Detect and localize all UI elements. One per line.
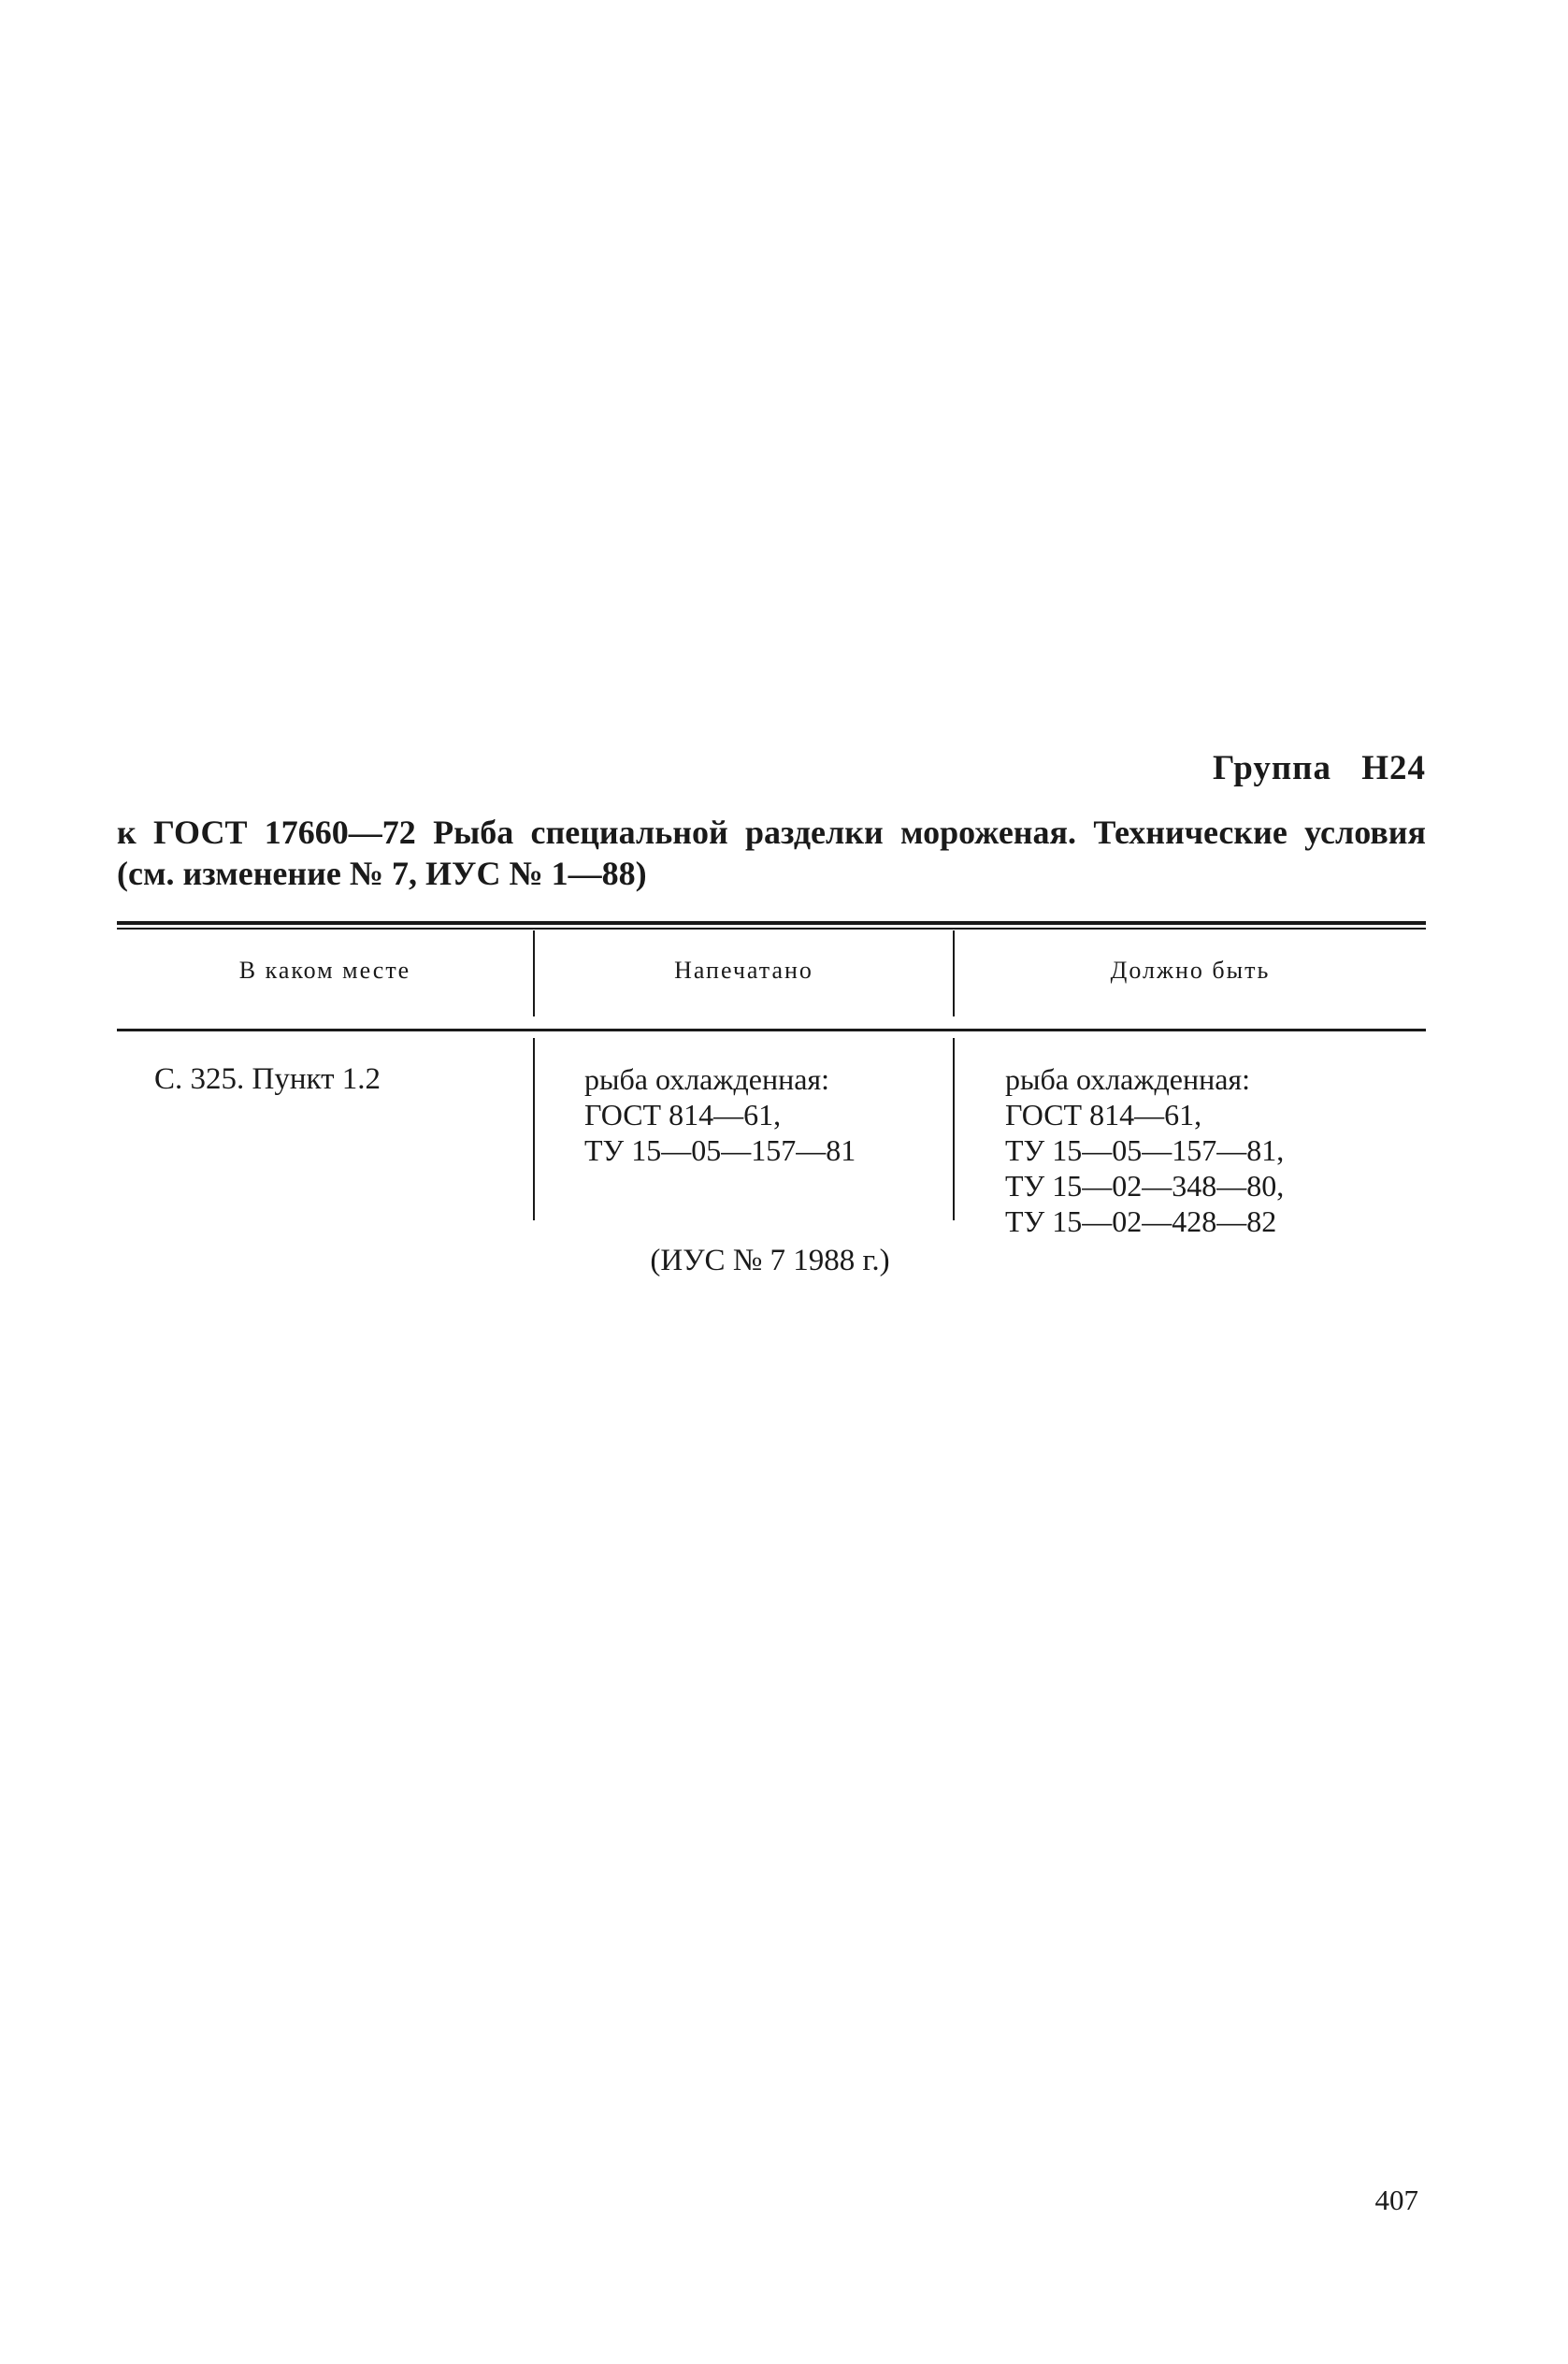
should-be-line: ТУ 15—02—348—80, <box>1005 1169 1285 1203</box>
column-header-should-be: Должно быть <box>1110 957 1271 984</box>
column-header-place: В каком месте <box>238 957 411 984</box>
cell-printed <box>584 1061 856 1168</box>
should-be-line: ТУ 15—02—428—82 <box>1005 1204 1277 1238</box>
title-line-2: (см. изменение № 7, ИУС № 1—88) <box>117 855 647 892</box>
column-divider <box>533 1038 535 1220</box>
cell-should-be <box>1005 1061 1284 1239</box>
should-be-line: ТУ 15—05—157—81, <box>1005 1133 1285 1167</box>
page-number: 407 <box>1374 2184 1418 2216</box>
cell-place <box>154 1061 381 1097</box>
should-be-line: рыба охлажденная: <box>1005 1062 1251 1096</box>
printed-line: ТУ 15—05—157—81 <box>584 1133 856 1167</box>
column-divider <box>953 1038 955 1220</box>
printed-line: рыба охлажденная: <box>584 1062 830 1096</box>
table-header-rule <box>117 1029 1426 1031</box>
group-label: Группа Н24 <box>1213 749 1426 787</box>
source-note-text: (ИУС № 7 1988 г.) <box>650 1244 890 1277</box>
corrections-table <box>117 921 1426 1238</box>
cell-place-text: С. 325. Пункт 1.2 <box>154 1062 381 1096</box>
source-note <box>0 1244 1568 1278</box>
title-line-1: к ГОСТ 17660—72 Рыба специальной разделки мороженая. Технические условия <box>117 814 1426 851</box>
table-top-rule-thin <box>117 928 1426 930</box>
column-header-printed: Напечатано <box>674 957 813 984</box>
should-be-line: ГОСТ 814—61, <box>1005 1098 1202 1132</box>
table-top-rule <box>117 921 1426 925</box>
printed-line: ГОСТ 814—61, <box>584 1098 782 1132</box>
document-title <box>117 812 1426 894</box>
